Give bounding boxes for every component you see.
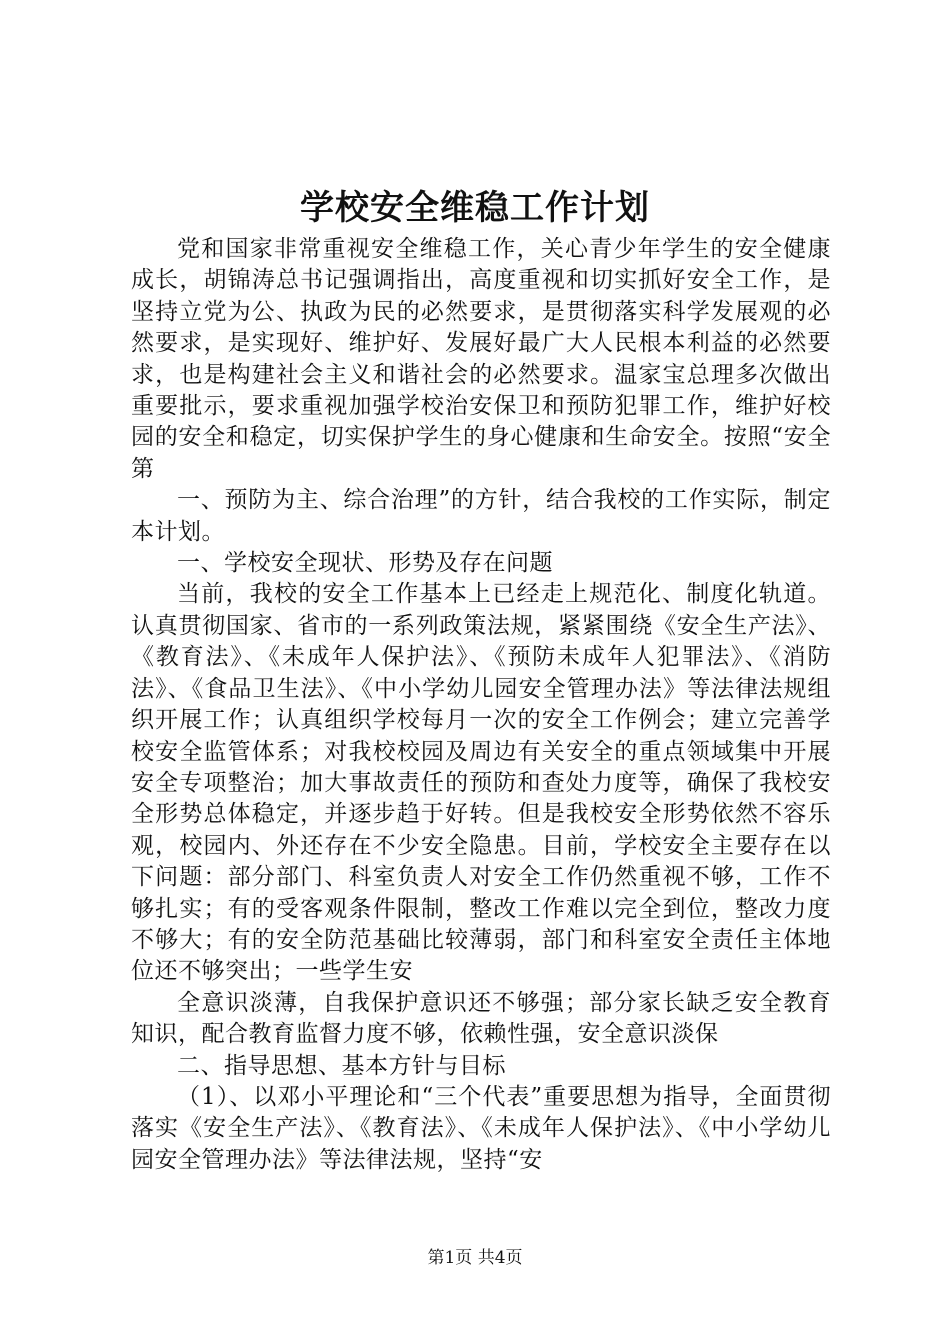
page-footer: 第1页 共4页	[427, 1248, 523, 1268]
section-heading-guidance: 二、指导思想、基本方针与目标	[177, 1052, 506, 1079]
paragraph-status-cont: 全意识淡薄，自我保护意识还不够强；部分家长缺乏安全教育知识，配合教育监督力度不够，依赖性强，安全意识淡保	[131, 989, 831, 1048]
section-heading-status: 一、学校安全现状、形势及存在问题	[177, 550, 553, 577]
paragraph-intro: 党和国家非常重视安全维稳工作，关心青少年学生的安全健康成长，胡锦涛总书记强调指出，高度重视和切实抓好安全工作，是坚持立党为公、执政为民的必然要求，是贯彻落实科学发展观的必然要求，是实现好、维护好、发展好最广大人民根本利益的必然要求，也是构建社会主义和谐社会的必然要求。温家宝总理多次做出重要批示，要求重视加强学校治安保卫和预防犯罪工作，维护好校园的安全和稳定，切实保护学生的身心健康和生命安全。按照“安全第	[131, 236, 831, 482]
paragraph-policy: 一、预防为主、综合治理”的方针，结合我校的工作实际，制定本计划。	[131, 487, 831, 545]
document-body	[131, 234, 831, 1176]
paragraph-status: 当前，我校的安全工作基本上已经走上规范化、制度化轨道。认真贯彻国家、省市的一系列政策法规，紧紧围绕《安全生产法》、《教育法》、《未成年人保护法》、《预防未成年人犯罪法》、《消防法》、《食品卫生法》、《中小学幼儿园安全管理办法》等法律法规组织开展工作；认真组织学校每月一次的安全工作例会；建立完善学校安全监管体系；对我校校园及周边有关安全的重点领域集中开展安全专项整治；加大事故责任的预防和查处力度等，确保了我校安全形势总体稳定，并逐步趋于好转。但是我校安全形势依然不容乐观，校园内、外还存在不少安全隐患。目前，学校安全主要存在以下问题：部分部门、科室负责人对安全工作仍然重视不够，工作不够扎实；有的受客观条件限制，整改工作难以完全到位，整改力度不够大；有的安全防范基础比较薄弱，部门和科室安全责任主体地位还不够突出；一些学生安	[131, 581, 831, 985]
paragraph-guidance: （1）、以邓小平理论和“三个代表”重要思想为指导，全面贯彻落实《安全生产法》、《教育法》、《未成年人保护法》、《中小学幼儿园安全管理办法》等法律法规，坚持“安	[131, 1083, 831, 1173]
page-title: 学校安全维稳工作计划	[300, 188, 650, 228]
